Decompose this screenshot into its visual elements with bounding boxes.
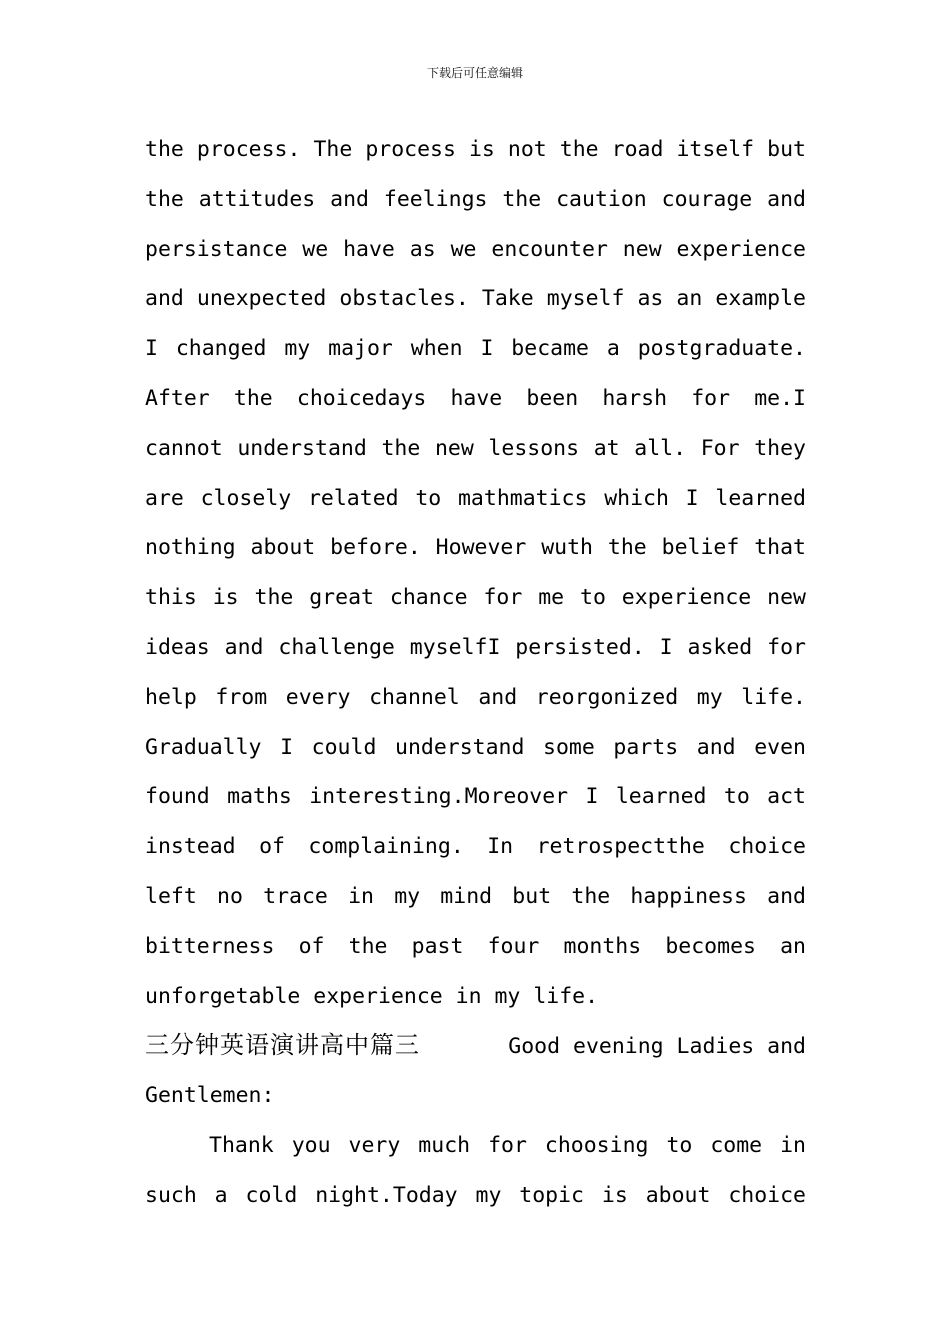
text-line: I changed my major when I became a postgraduate. [145,336,806,362]
paragraph-continuation [145,125,806,1021]
speech-greeting-continuation: Gentlemen: [145,1083,275,1109]
page-header: 下载后可任意编辑 [426,66,523,80]
text-line: and unexpected obstacles. Take myself as an example [145,286,806,312]
document-body [145,125,806,1221]
text-line: unforgetable experience in my life. [145,983,599,1009]
text-line: are closely related to mathmatics which I learned [145,485,806,511]
text-line: Thank you very much for choosing to come in [209,1132,806,1158]
text-line: this is the great chance for me to experience new [145,585,806,611]
text-line: ideas and challenge myselfI persisted. I asked for [145,634,806,660]
text-line: cannot understand the new lessons at all. For they [145,435,806,461]
text-line: such a cold night.Today my topic is about choice [145,1182,806,1208]
text-line: After the choicedays have been harsh for me.I [145,385,806,411]
text-line: bitterness of the past four months becomes an [145,933,806,959]
text-line: left no trace in my mind but the happiness and [145,883,806,909]
text-line: found maths interesting.Moreover I learned to act [145,784,806,810]
text-line: nothing about before. However wuth the belief that [145,535,806,561]
text-line: instead of complaining. In retrospectthe choice [145,834,806,860]
text-line: the process. The process is not the road itself but [145,137,806,162]
section-heading-line [145,1021,806,1071]
text-line: the attitudes and feelings the caution courage and [145,186,806,212]
text-line: help from every channel and reorgonized my life. [145,684,806,710]
section-title: 三分钟英语演讲高中篇三 [145,1031,420,1060]
text-line: persistance we have as we encounter new experience [145,236,806,262]
speech-paragraph [145,1121,806,1221]
text-line: Gradually I could understand some parts and even [145,734,806,760]
speech-greeting: Good evening Ladies and [508,1034,806,1060]
